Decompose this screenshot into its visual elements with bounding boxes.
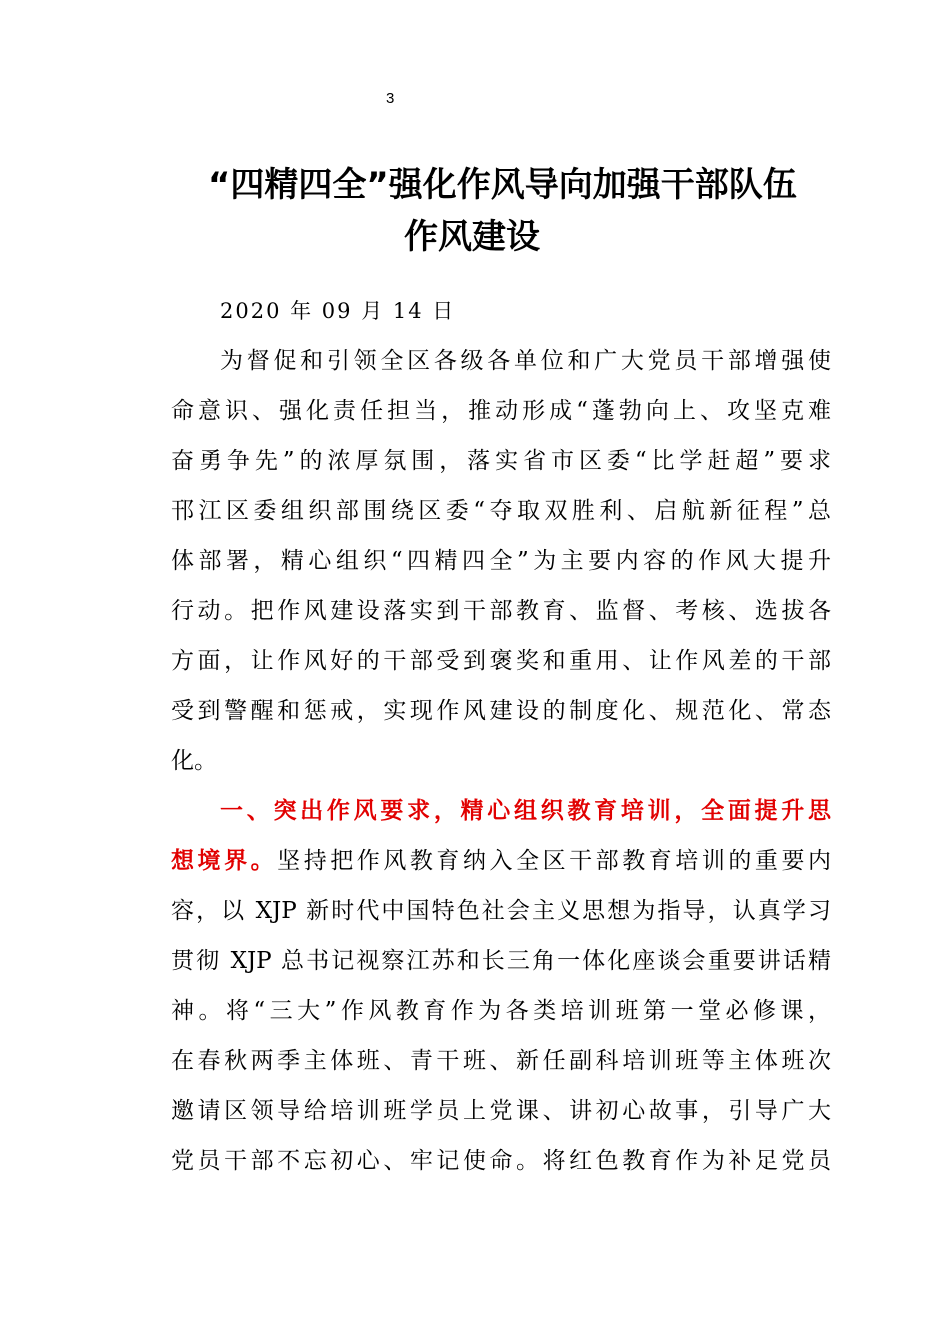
- paragraph-1-line: 方面，让作风好的干部受到褒奖和重用、让作风差的干部: [171, 648, 831, 674]
- section-1-heading: 一、突出作风要求，精心组织教育培训，全面提升思: [220, 798, 831, 824]
- page-title-line-2: 作风建设: [404, 217, 540, 257]
- publish-date: 2020 年 09 月 14 日: [220, 299, 456, 323]
- paragraph-1-line: 奋勇争先”的浓厚氛围，落实省市区委“比学赶超”要求: [171, 448, 831, 474]
- section-1-line: 容，以 XJP 新时代中国特色社会主义思想为指导，认真学习: [171, 898, 831, 924]
- section-1-line: 在春秋两季主体班、青干班、新任副科培训班等主体班次: [171, 1048, 831, 1074]
- paragraph-1-line: 化。: [171, 748, 217, 774]
- paragraph-1-line: 体部署，精心组织“四精四全”为主要内容的作风大提升: [171, 548, 831, 574]
- section-1-line: 邀请区领导给培训班学员上党课、讲初心故事，引导广大: [171, 1098, 831, 1124]
- section-1-line: [171, 846, 831, 876]
- section-1-line: 神。将“三大”作风教育作为各类培训班第一堂必修课，: [171, 998, 831, 1024]
- section-1-heading-end: 想境界。: [171, 848, 278, 874]
- page-number: 3: [386, 90, 395, 107]
- page-title-line-1: “四精四全”强化作风导向加强干部队伍: [208, 165, 797, 205]
- paragraph-1-line: 行动。把作风建设落实到干部教育、监督、考核、选拔各: [171, 598, 831, 624]
- section-1-line: 贯彻 XJP 总书记视察江苏和长三角一体化座谈会重要讲话精: [171, 948, 831, 974]
- section-1-line-text: 坚持把作风教育纳入全区干部教育培训的重要内: [277, 848, 832, 874]
- paragraph-1-line: 命意识、强化责任担当，推动形成“蓬勃向上、攻坚克难: [171, 398, 831, 424]
- section-1-line: 党员干部不忘初心、牢记使命。将红色教育作为补足党员: [171, 1148, 831, 1174]
- paragraph-1-line: 为督促和引领全区各级各单位和广大党员干部增强使: [220, 348, 831, 374]
- paragraph-1-line: 受到警醒和惩戒，实现作风建设的制度化、规范化、常态: [171, 698, 831, 724]
- paragraph-1-line: 邗江区委组织部围绕区委“夺取双胜利、启航新征程”总: [171, 498, 831, 524]
